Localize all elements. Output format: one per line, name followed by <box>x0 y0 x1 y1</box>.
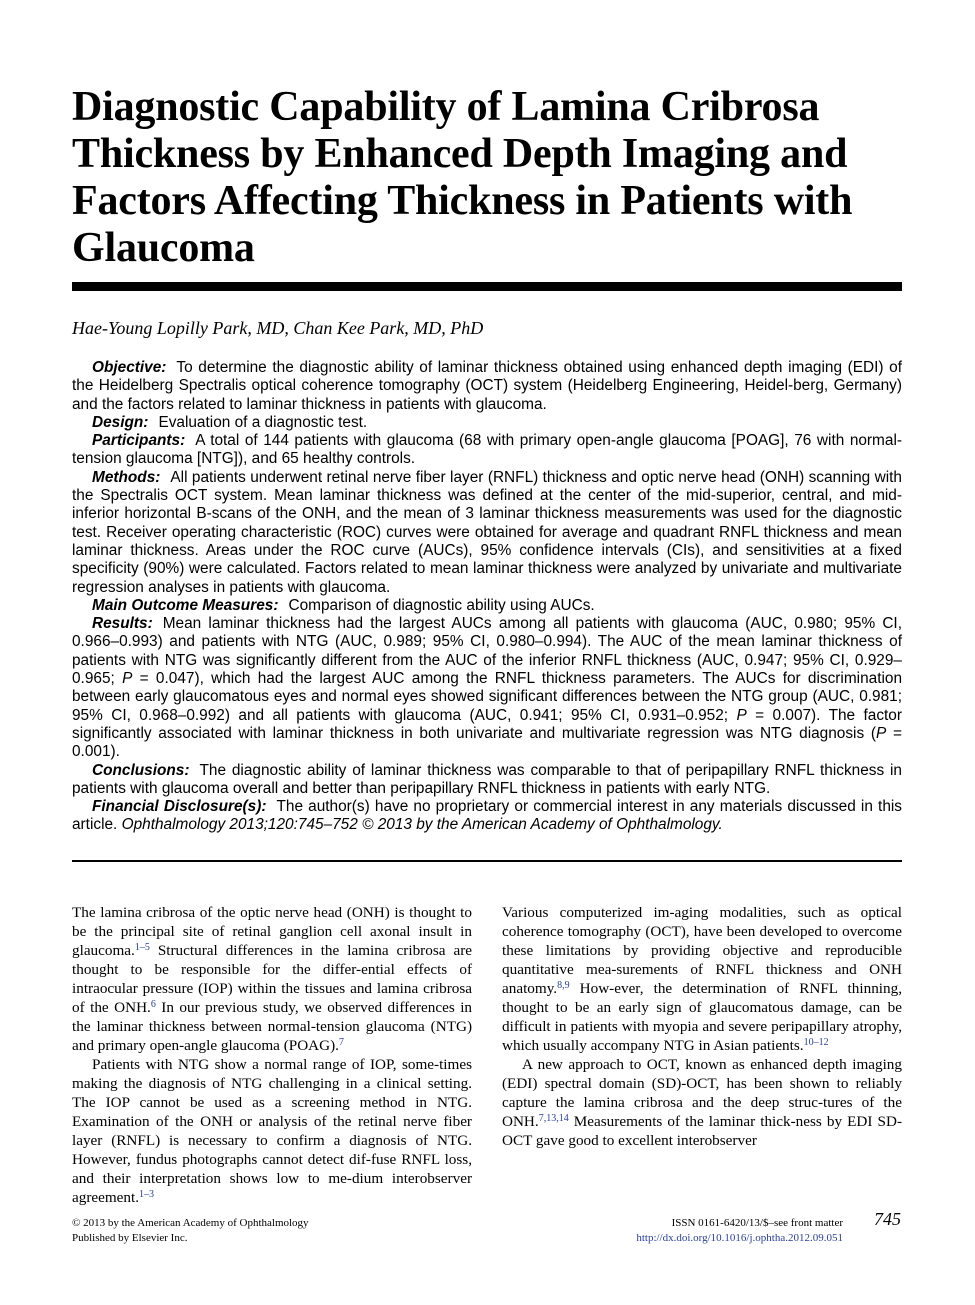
abstract-objective <box>72 359 902 414</box>
methods-label: Methods: <box>92 468 161 486</box>
results-text-4: = 0.001). <box>72 724 902 761</box>
abstract-design <box>72 414 902 432</box>
page-number: 745 <box>874 1209 901 1229</box>
publisher: Published by Elsevier Inc. <box>72 1232 188 1244</box>
conclusions-text: The diagnostic ability of laminar thickness was comparable to that of peripapillary RNFL thickness in patients with glaucoma overall and better than peripapillary RNFL thickness in patients with early NTG. <box>72 761 902 797</box>
objective-label: Objective: <box>92 359 167 376</box>
body-column-left <box>72 903 472 1207</box>
abstract <box>72 359 902 835</box>
body-paragraph <box>72 903 472 1055</box>
title-rule <box>72 282 902 291</box>
reference-link[interactable]: 1–3 <box>139 1189 155 1200</box>
body-text: Structural differences in the lamina cribrosa are thought to be responsible for the differ-ential effects of intraocular pressure (IOP) within the tissues and lamina cribrosa of the ONH. <box>72 942 472 1016</box>
issn: ISSN 0161-6420/13/$–see front matter <box>671 1217 843 1229</box>
design-text: Evaluation of a diagnostic test. <box>158 413 368 431</box>
authors: Hae-Young Lopilly Park, MD, Chan Kee Park, MD, PhD <box>72 318 484 338</box>
methods-text: All patients underwent retinal nerve fiber layer (RNFL) thickness and optic nerve head (ONH) scanning with the Spectralis OCT system. Mean laminar thickness was defined at the center of the mid-superior, central, and mid-inferior horizontal B-scans of the ONH, and the mean of 3 laminar thickness measurements was used for the diagnostic test. Receiver operating characteristic (ROC) curves were obtained for average and quadrant RNFL thickness and mean laminar thickness. Areas under the ROC curve (AUCs), 95% confidence intervals (CIs), and sensitivities at a fixed specificity (90%) were calculated. Factors related to mean laminar thickness were analyzed by univariate and multivariate regression analyses in patients with glaucoma. <box>72 468 902 596</box>
journal-citation: Ophthalmology 2013;120:745–752 © 2013 by the American Academy of Ophthalmology. <box>121 816 723 834</box>
body-paragraph <box>72 1055 472 1207</box>
article-title: Diagnostic Capability of Lamina Cribrosa Thickness by Enhanced Depth Imaging and Factors Affecting Thickness in Patients with Glaucoma <box>72 84 853 271</box>
reference-link[interactable]: 7 <box>338 1037 344 1048</box>
body-text: A new approach to OCT, known as enhanced depth imaging (EDI) spectral domain (SD)-OCT, has been shown to reliably capture the lamina cribrosa and the deep struc-tures of the ONH. <box>502 1056 902 1130</box>
abstract-outcome <box>72 597 902 615</box>
body-text: How-ever, the determination of RNFL thinning, thought to be an early sign of glaucomatous damage, can be difficult in patients with myopia and severe peripapillary atrophy, which usually accompany NTG in Asian patients. <box>502 980 902 1054</box>
p-value-symbol: P <box>122 670 133 688</box>
participants-text: A total of 144 patients with glaucoma (68 with primary open-angle glaucoma [POAG], 76 with normal-tension glaucoma [NTG]), and 65 healthy controls. <box>72 432 902 468</box>
body-text: Patients with NTG show a normal range of IOP, some-times making the diagnosis of NTG challenging in a clinical setting. The IOP cannot be used as a screening method in NTG. Examination of the ONH or analysis of the retinal nerve fiber layer (RNFL) is necessary to confirm a diagnosis of NTG. However, fundus photographs cannot detect dif-fuse RNFL loss, and their interpretation shows low to me-dium interobserver agreement. <box>72 1056 472 1206</box>
body-paragraph <box>502 1055 902 1150</box>
objective-text: To determine the diagnostic ability of laminar thickness obtained using enhanced depth imaging (EDI) of the Heidelberg Spectralis optical coherence tomography (OCT) system (Heidelberg Engineering, Heidel-berg, Germany) and the factors related to laminar thickness in patients with glaucoma. <box>72 359 902 413</box>
abstract-disclosure <box>72 798 902 835</box>
abstract-participants <box>72 432 902 469</box>
reference-link[interactable]: 1–5 <box>134 942 150 953</box>
body-text: The lamina cribrosa of the optic nerve head (ONH) is thought to be the principal site of retinal ganglion cell axonal insult in glaucoma. <box>72 904 472 959</box>
design-label: Design: <box>92 413 149 431</box>
abstract-methods <box>72 469 902 597</box>
abstract-results <box>72 615 902 761</box>
p-value-symbol: P <box>876 724 887 742</box>
results-text-3: = 0.007). The factor significantly associated with laminar thickness in both univariate and multivariate regression was NTG diagnosis ( <box>72 706 902 742</box>
outcome-text: Comparison of diagnostic ability using AUCs. <box>288 596 595 614</box>
abstract-conclusions <box>72 762 902 799</box>
p-value-symbol: P <box>736 706 747 724</box>
disclosure-label: Financial Disclosure(s): <box>92 798 267 816</box>
results-label: Results: <box>92 615 153 633</box>
footer-right <box>636 1216 843 1246</box>
copyright: © 2013 by the American Academy of Ophthalmology <box>72 1217 309 1229</box>
body-text: Measurements of the laminar thick-ness by EDI SD-OCT gave good to excellent interobserver <box>502 1113 902 1149</box>
reference-link[interactable]: 7,13,14 <box>538 1113 569 1124</box>
body-paragraph <box>502 903 902 1055</box>
conclusions-label: Conclusions: <box>92 761 190 779</box>
body-text: In our previous study, we observed differences in the laminar thickness between normal-tension glaucoma (NTG) and primary open-angle glaucoma (POAG). <box>72 999 473 1054</box>
reference-link[interactable]: 10–12 <box>803 1037 829 1048</box>
footer-left <box>72 1216 309 1246</box>
results-text-1: Mean laminar thickness had the largest AUCs among all patients with glaucoma (AUC, 0.980; 95% CI, 0.966–0.993) and patients with NTG (AUC, 0.989; 95% CI, 0.980–0.994). The AUC of the mean laminar thickness of patients with NTG was significantly different from the AUC of the inferior RNFL thickness (AUC, 0.947; 95% CI, 0.929–0.965; <box>72 615 902 688</box>
reference-link[interactable]: 8,9 <box>557 980 570 991</box>
doi-link[interactable]: http://dx.doi.org/10.1016/j.ophtha.2012.09.051 <box>636 1232 843 1244</box>
reference-link[interactable]: 6 <box>150 999 156 1010</box>
outcome-label: Main Outcome Measures: <box>92 596 279 614</box>
results-text-2: = 0.047), which had the largest AUC among the RNFL thickness parameters. The AUCs for discrimination between early glaucomatous eyes and normal eyes showed significant differences between the NTG group (AUC, 0.981; 95% CI, 0.968–0.992) and all patients with glaucoma (AUC, 0.941; 95% CI, 0.931–0.952; <box>72 670 903 724</box>
abstract-rule <box>72 860 902 862</box>
participants-label: Participants: <box>92 432 186 450</box>
body-text: Various computerized im-aging modalities, such as optical coherence tomography (OCT), have been developed to overcome these limitations by providing objective and reproducible quantitative mea-surements of RNFL thickness and ONH anatomy. <box>502 904 902 997</box>
disclosure-text: The author(s) have no proprietary or commercial interest in any materials discussed in this article. <box>72 798 902 834</box>
body-column-right <box>502 903 902 1150</box>
